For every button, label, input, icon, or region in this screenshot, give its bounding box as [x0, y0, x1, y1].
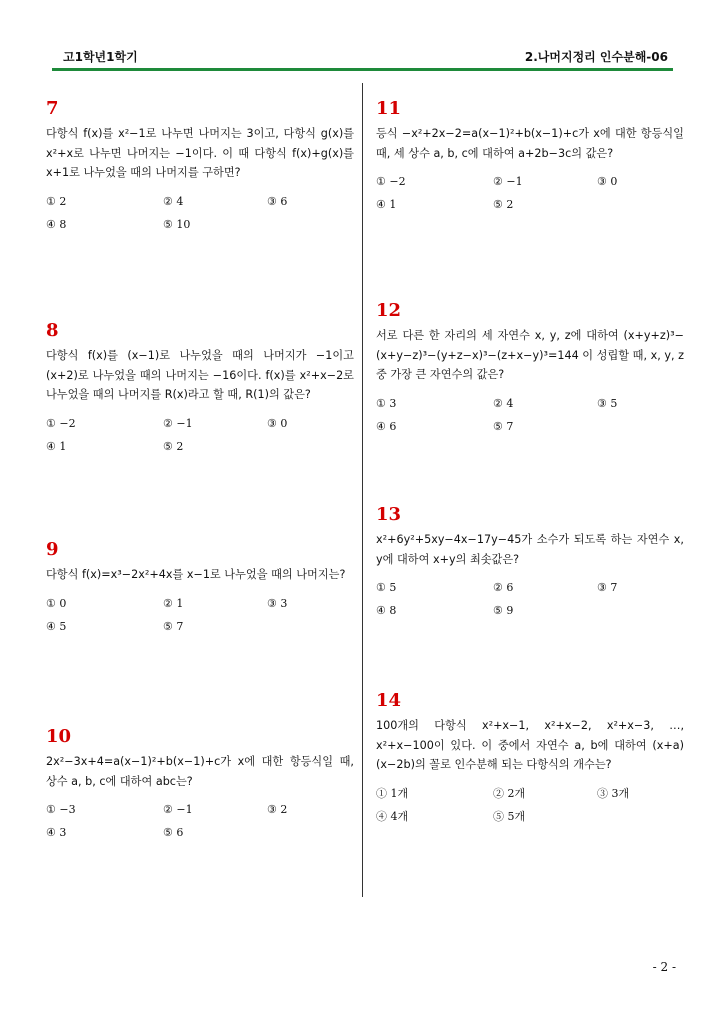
- choice-list: [376, 395, 684, 436]
- problem-number: 12: [376, 300, 402, 321]
- choice-5[interactable]: ⑤ 6: [163, 826, 184, 839]
- choice-4[interactable]: ④ 8: [46, 217, 67, 231]
- choice-3[interactable]: ③ 5: [597, 396, 618, 410]
- choice-1[interactable]: ① −2: [376, 175, 406, 188]
- choice-4[interactable]: ④ 4개: [376, 809, 409, 823]
- choice-4[interactable]: ④ 1: [46, 439, 67, 453]
- problem-number: 9: [46, 539, 59, 560]
- choice-2[interactable]: ② −1: [163, 416, 193, 430]
- problem-stem: 100개의 다항식 x²+x−1, x²+x−2, x²+x−3, …, x²+x−100이 있다. 이 중에서 자연수 a, b에 대하여 (x+a)(x−2b)의 꼴로 인수분해 되는 다항식의 개수는?: [376, 719, 684, 771]
- choice-3[interactable]: ③ 7: [597, 581, 618, 594]
- problem-stem: 다항식 f(x)를 x²−1로 나누면 나머지는 3이고, 다항식 g(x)를 x²+x로 나누면 나머지는 −1이다. 이 때 다항식 f(x)+g(x)를 x+1로 나누었을 때의 나머지를 구하면?: [46, 127, 354, 179]
- choice-4[interactable]: ④ 5: [46, 619, 67, 633]
- choice-1[interactable]: ① 5: [376, 581, 397, 594]
- problem-stem: 다항식 f(x)=x³−2x²+4x를 x−1로 나누었을 때의 나머지는?: [46, 568, 346, 581]
- choice-4[interactable]: ④ 8: [376, 604, 397, 617]
- problem-9: [46, 539, 354, 636]
- choice-list: [376, 785, 684, 826]
- problem-8: [46, 320, 354, 456]
- choice-5[interactable]: ⑤ 2: [493, 198, 514, 211]
- problem-stem: 등식 −x²+2x−2=a(x−1)²+b(x−1)+c가 x에 대한 항등식일 때, 세 상수 a, b, c에 대하여 a+2b−3c의 값은?: [376, 127, 684, 160]
- choice-2[interactable]: ② 6: [493, 581, 514, 594]
- choice-1[interactable]: ① −2: [46, 416, 76, 430]
- problem-7: [46, 98, 354, 234]
- choice-5[interactable]: ⑤ 10: [163, 217, 191, 231]
- problem-14: [376, 690, 684, 826]
- problem-10: [46, 726, 354, 842]
- header-unit: 2.나머지정리 인수분해-06: [524, 50, 668, 64]
- problem-stem: 다항식 f(x)를 (x−1)로 나누었을 때의 나머지가 −1이고 (x+2)로 나누었을 때의 나머지는 −16이다. f(x)를 x²+x−2로 나누었을 때의 나머지를 R(x)라고 할 때, R(1)의 값은?: [46, 349, 354, 401]
- choice-2[interactable]: ② 1: [163, 596, 184, 610]
- choice-3[interactable]: ③ 2: [267, 803, 288, 816]
- choice-1[interactable]: ① −3: [46, 803, 76, 816]
- choice-5[interactable]: ⑤ 7: [163, 619, 184, 633]
- header-rule: [52, 68, 673, 71]
- problem-number: 11: [376, 98, 402, 119]
- choice-1[interactable]: ① 0: [46, 596, 67, 610]
- problem-number: 8: [46, 320, 59, 341]
- header-course: 고1학년1학기: [63, 50, 138, 64]
- choice-5[interactable]: ⑤ 5개: [493, 809, 526, 823]
- choice-5[interactable]: ⑤ 2: [163, 439, 184, 453]
- problem-number: 7: [46, 98, 59, 119]
- problem-number: 14: [376, 690, 402, 711]
- choice-2[interactable]: ② 4: [493, 396, 514, 410]
- column-divider: [362, 83, 363, 897]
- choice-2[interactable]: ② −1: [163, 803, 193, 816]
- problem-stem: x²+6y²+5xy−4x−17y−45가 소수가 되도록 하는 자연수 x, y에 대하여 x+y의 최솟값은?: [376, 533, 684, 566]
- choice-5[interactable]: ⑤ 9: [493, 604, 514, 617]
- choice-list: [376, 579, 684, 620]
- problem-number: 10: [46, 726, 72, 747]
- problem-stem: 2x²−3x+4=a(x−1)²+b(x−1)+c가 x에 대한 항등식일 때, 상수 a, b, c에 대하여 abc는?: [46, 755, 354, 788]
- page-number: - 2 -: [652, 960, 676, 974]
- problem-13: [376, 504, 684, 620]
- choice-3[interactable]: ③ 0: [597, 175, 618, 188]
- choice-list: [46, 801, 354, 842]
- choice-3[interactable]: ③ 6: [267, 194, 288, 208]
- problem-stem: 서로 다른 한 자리의 세 자연수 x, y, z에 대하여 (x+y+z)³−(x+y−z)³−(y+z−x)³−(z+x−y)³=144 이 성립할 때, x, y, z 중 가장 큰 자연수의 값은?: [376, 329, 684, 381]
- choice-3[interactable]: ③ 0: [267, 416, 288, 430]
- choice-4[interactable]: ④ 1: [376, 198, 397, 211]
- choice-list: [376, 173, 684, 214]
- problem-11: [376, 98, 684, 214]
- choice-4[interactable]: ④ 6: [376, 419, 397, 433]
- choice-4[interactable]: ④ 3: [46, 826, 67, 839]
- choice-2[interactable]: ② −1: [493, 175, 523, 188]
- problem-number: 13: [376, 504, 402, 525]
- choice-list: [46, 415, 354, 456]
- choice-5[interactable]: ⑤ 7: [493, 419, 514, 433]
- choice-1[interactable]: ① 3: [376, 396, 397, 410]
- choice-list: [46, 595, 354, 636]
- choice-list: [46, 193, 354, 234]
- choice-1[interactable]: ① 2: [46, 194, 67, 208]
- choice-1[interactable]: ① 1개: [376, 786, 409, 800]
- choice-2[interactable]: ② 2개: [493, 786, 526, 800]
- problem-12: [376, 300, 684, 436]
- choice-3[interactable]: ③ 3개: [597, 786, 630, 800]
- choice-2[interactable]: ② 4: [163, 194, 184, 208]
- choice-3[interactable]: ③ 3: [267, 596, 288, 610]
